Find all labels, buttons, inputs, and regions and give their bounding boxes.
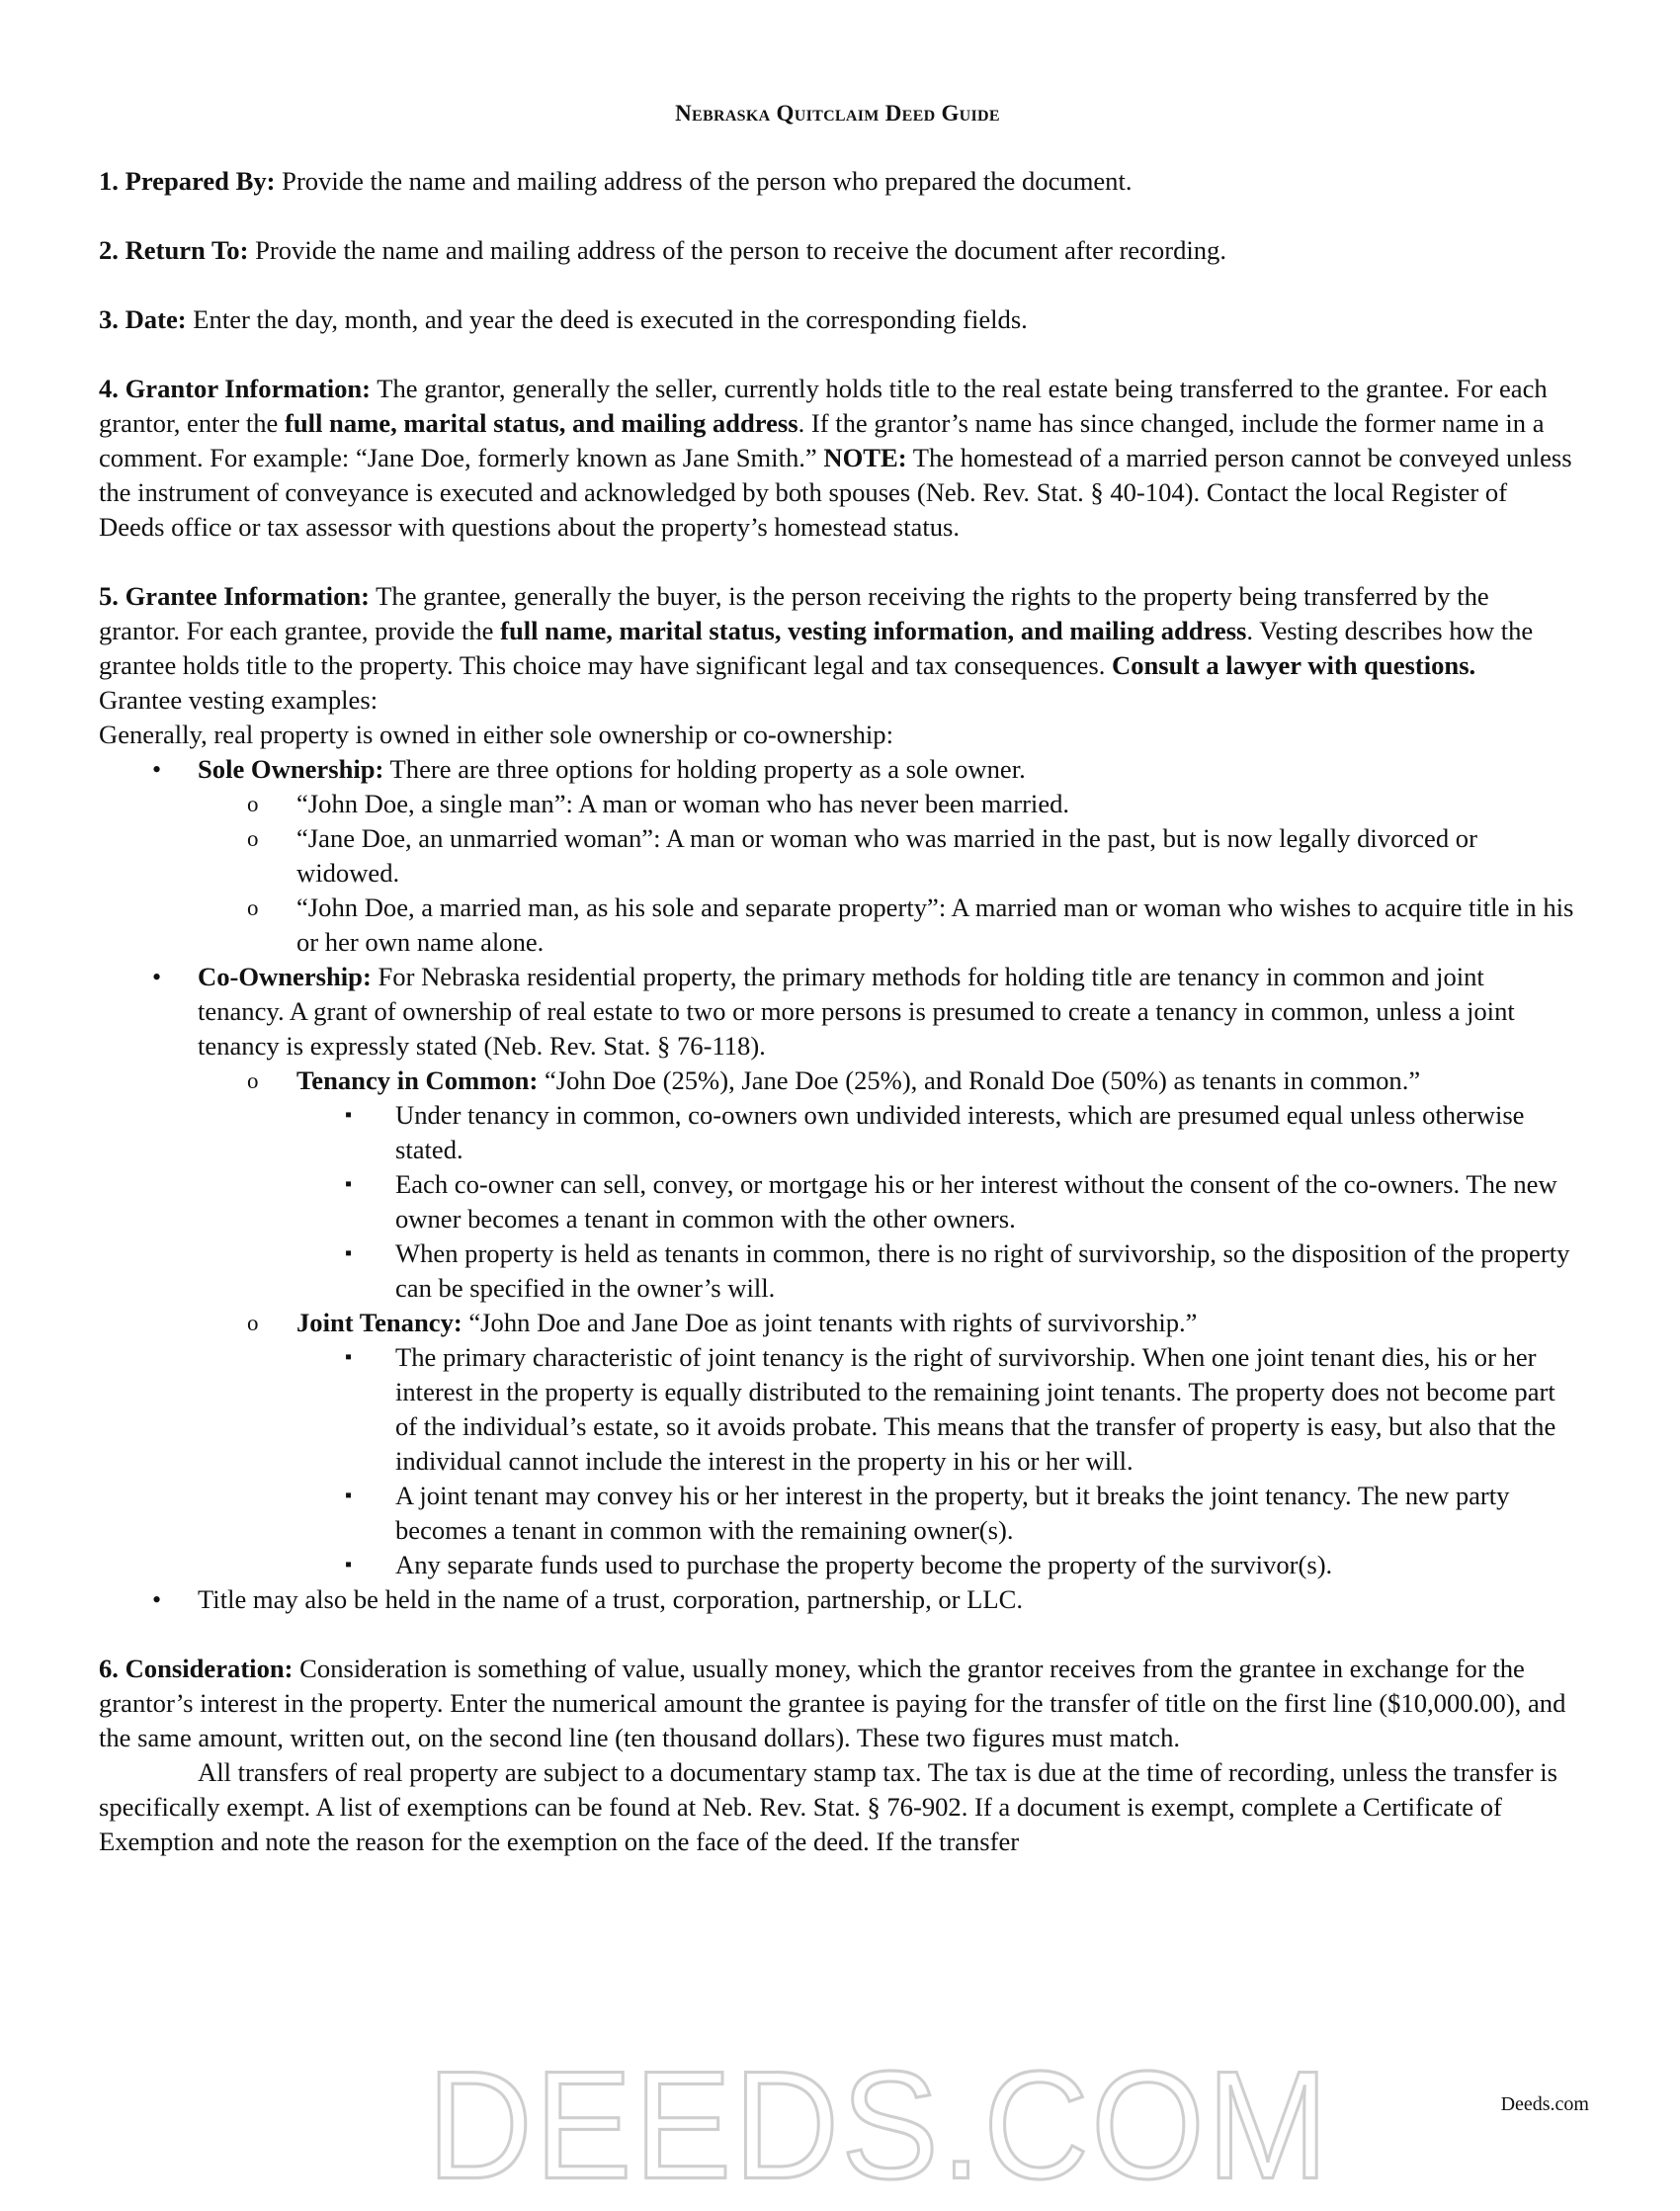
consideration-paragraph bbox=[99, 1652, 1576, 1755]
list-item bbox=[296, 1479, 1576, 1548]
stamp-tax-paragraph: All transfers of real property are subject to a documentary stamp tax. The tax is due at the time of recording, unless the transfer is specifically exempt. A list of exemptions can be found at Neb. Rev. Stat. § 76-902. If a document is exempt, complete a Certificate of Exemption and note the reason for the exemption on the face of the deed. If the transfer bbox=[99, 1757, 1558, 1856]
item-text: “John Doe (25%), Jane Doe (25%), and Ronald Doe (50%) as tenants in common.” bbox=[538, 1065, 1421, 1095]
list-item bbox=[198, 787, 1576, 821]
bold-text: full name, marital status, and mailing address bbox=[284, 408, 798, 438]
bullet-icon: • bbox=[152, 1585, 162, 1614]
item-label: Tenancy in Common: bbox=[296, 1065, 539, 1095]
section-text: The homestead of a married person cannot be conveyed unless the instrument of conveyance is executed and acknowledged by both spouses (Neb. Rev. Stat. § 40-104). Contact the local Register of Deeds office or tax assessor with questions about the property’s homestead status. bbox=[99, 443, 1572, 542]
section-label: 2. Return To: bbox=[99, 235, 249, 265]
square-bullet-icon: ▪ bbox=[345, 1485, 353, 1506]
bullet-icon: • bbox=[152, 755, 162, 784]
vesting-list bbox=[99, 752, 1576, 1617]
section-text: The grantee, generally the buyer, is the person receiving the rights to the property being transferred by the grantor. For each grantee, provide the bbox=[99, 581, 1489, 645]
circle-bullet-icon: o bbox=[247, 1068, 259, 1093]
circle-bullet-icon: o bbox=[247, 826, 259, 851]
item-text: “Jane Doe, an unmarried woman”: A man or woman who was married in the past, but is now legally divorced or widowed. bbox=[296, 823, 1477, 888]
item-label: Sole Ownership: bbox=[198, 754, 384, 784]
item-text: “John Doe, a single man”: A man or woman who has never been married. bbox=[296, 789, 1070, 818]
item-text: Title may also be held in the name of a trust, corporation, partnership, or LLC. bbox=[198, 1584, 1024, 1614]
list-item bbox=[296, 1236, 1576, 1306]
section-text: Enter the day, month, and year the deed is executed in the corresponding fields. bbox=[186, 304, 1028, 334]
bold-text: full name, marital status, vesting information, and mailing address bbox=[500, 616, 1247, 645]
item-text: Each co-owner can sell, convey, or mortgage his or her interest without the consent of the co-owners. The new owner becomes a tenant in common with the other owners. bbox=[395, 1169, 1557, 1233]
section-label: 6. Consideration: bbox=[99, 1654, 294, 1683]
section-text: . Vesting describes how the grantee holds title to the property. This choice may have significant legal and tax consequences. bbox=[99, 616, 1534, 680]
deeds-watermark: DEEDS.COM bbox=[427, 2039, 1331, 2211]
section-text: Consideration is something of value, usually money, which the grantor receives from the grantee in exchange for the grantor’s interest in the property. Enter the numerical amount the grantee is paying for the transfer of title on the first line ($10,000.00), and the same amount, written out, on the second line (ten thousand dollars). These two figures must match. bbox=[99, 1654, 1566, 1752]
section-spacer bbox=[99, 1617, 1576, 1652]
section-grantor-information bbox=[99, 372, 1576, 545]
item-text: “John Doe and Jane Doe as joint tenants with rights of survivorship.” bbox=[462, 1308, 1198, 1337]
section-text: Provide the name and mailing address of the person to receive the document after recording. bbox=[248, 235, 1226, 265]
bold-text: Consult a lawyer with questions. bbox=[1112, 650, 1476, 680]
list-item-joint-tenancy bbox=[198, 1306, 1576, 1582]
list-item-other-entities bbox=[99, 1582, 1576, 1617]
item-label: Joint Tenancy: bbox=[296, 1308, 462, 1337]
square-bullet-icon: ▪ bbox=[345, 1173, 353, 1195]
tenancy-in-common-details bbox=[296, 1098, 1576, 1306]
list-item bbox=[296, 1340, 1576, 1479]
square-bullet-icon: ▪ bbox=[345, 1242, 353, 1264]
section-label: 3. Date: bbox=[99, 304, 187, 334]
list-item bbox=[296, 1548, 1576, 1582]
item-text: Under tenancy in common, co-owners own undivided interests, which are presumed equal unless otherwise stated. bbox=[395, 1100, 1525, 1164]
list-item bbox=[198, 891, 1576, 960]
note-label: NOTE: bbox=[823, 443, 907, 472]
item-text: For Nebraska residential property, the primary methods for holding title are tenancy in common and joint tenancy. A grant of ownership of real estate to two or more persons is presumed to create a tenancy in common, unless a joint tenancy is expressly stated (Neb. Rev. Stat. § 76-118). bbox=[198, 962, 1515, 1061]
section-prepared-by bbox=[99, 164, 1576, 199]
list-item bbox=[198, 821, 1576, 891]
item-label: Co-Ownership: bbox=[198, 962, 372, 991]
circle-bullet-icon: o bbox=[247, 792, 259, 816]
section-text: The grantor, generally the seller, currently holds title to the real estate being transferred to the grantee. For each grantor, enter the bbox=[99, 374, 1548, 438]
section-label: 1. Prepared By: bbox=[99, 166, 276, 196]
item-text: When property is held as tenants in common, there is no right of survivorship, so the disposition of the property can be specified in the owner’s will. bbox=[395, 1238, 1570, 1303]
list-item-tenancy-in-common bbox=[198, 1063, 1576, 1306]
item-text: There are three options for holding property as a sole owner. bbox=[383, 754, 1026, 784]
document-page bbox=[99, 99, 1576, 1859]
section-date bbox=[99, 302, 1576, 337]
list-item bbox=[296, 1098, 1576, 1167]
section-grantee-information bbox=[99, 579, 1576, 1617]
list-item-sole-ownership bbox=[99, 752, 1576, 960]
item-text: A joint tenant may convey his or her interest in the property, but it breaks the joint tenancy. The new party becomes a tenant in common with the remaining owner(s). bbox=[395, 1481, 1510, 1545]
item-text: Any separate funds used to purchase the property become the property of the survivor(s). bbox=[395, 1550, 1333, 1579]
item-text: “John Doe, a married man, as his sole and separate property”: A married man or woman who wishes to acquire title in his or her own name alone. bbox=[296, 893, 1574, 957]
document-title: Nebraska Quitclaim Deed Guide bbox=[675, 101, 1000, 126]
grantee-paragraph bbox=[99, 579, 1576, 683]
vesting-intro: Generally, real property is owned in either sole ownership or co-ownership: bbox=[99, 720, 893, 749]
section-text: Provide the name and mailing address of the person who prepared the document. bbox=[275, 166, 1133, 196]
bullet-icon: • bbox=[152, 963, 162, 991]
joint-tenancy-details bbox=[296, 1340, 1576, 1582]
section-label: 5. Grantee Information: bbox=[99, 581, 371, 611]
section-text: . If the grantor’s name has since changed, include the former name in a comment. For example: “Jane Doe, formerly known as Jane Smith.” bbox=[99, 408, 1545, 472]
section-label: 4. Grantor Information: bbox=[99, 374, 372, 403]
footer-site-name: Deeds.com bbox=[1500, 2093, 1589, 2115]
square-bullet-icon: ▪ bbox=[345, 1554, 353, 1575]
square-bullet-icon: ▪ bbox=[345, 1346, 353, 1368]
co-ownership-options bbox=[198, 1063, 1576, 1582]
square-bullet-icon: ▪ bbox=[345, 1104, 353, 1126]
circle-bullet-icon: o bbox=[247, 1311, 259, 1335]
list-item bbox=[296, 1167, 1576, 1236]
circle-bullet-icon: o bbox=[247, 895, 259, 920]
vesting-examples-heading: Grantee vesting examples: bbox=[99, 685, 378, 715]
section-consideration bbox=[99, 1652, 1576, 1859]
item-text: The primary characteristic of joint tenancy is the right of survivorship. When one joint tenant dies, his or her interest in the property is equally distributed to the remaining joint tenants. The property does not become part of the individual’s estate, so it avoids probate. This means that the transfer of property is easy, but also that the individual cannot include the interest in the property in his or her will. bbox=[395, 1342, 1556, 1476]
list-item-co-ownership bbox=[99, 960, 1576, 1582]
section-return-to bbox=[99, 233, 1576, 268]
sole-ownership-options bbox=[198, 787, 1576, 960]
